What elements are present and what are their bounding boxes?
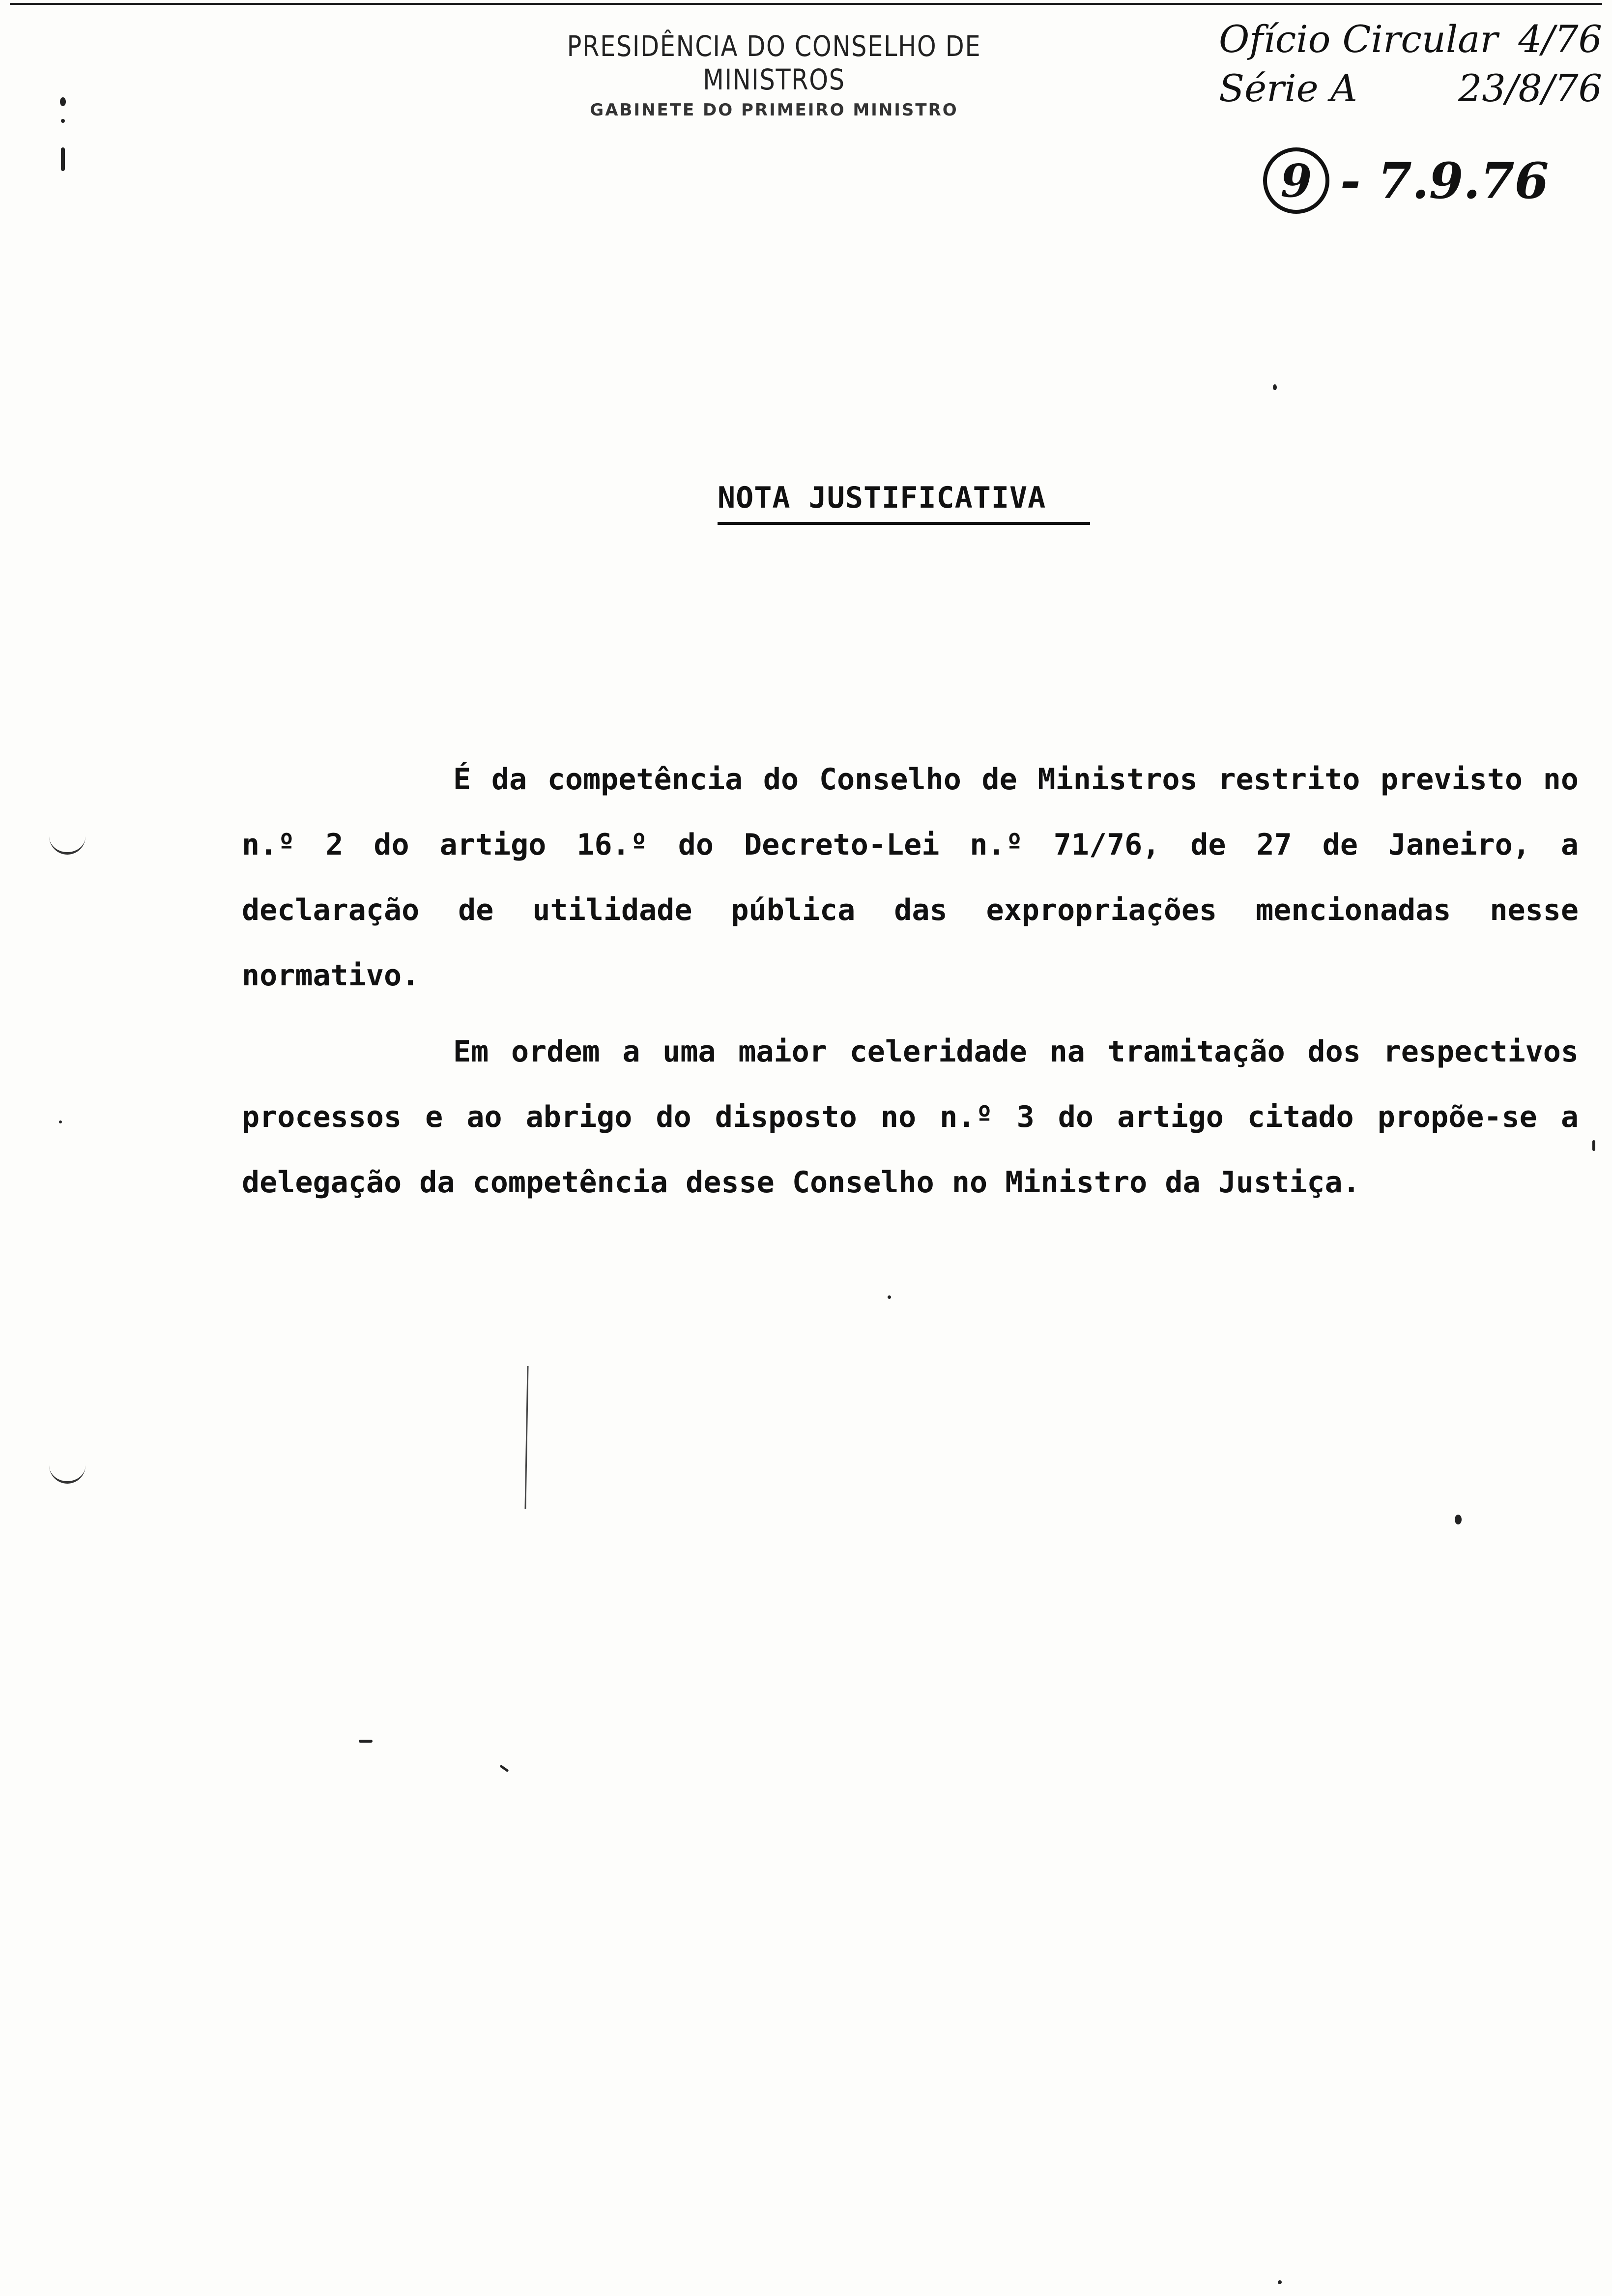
letterhead <box>442 29 1106 120</box>
scan-speck <box>59 1120 62 1123</box>
letterhead-office: GABINETE DO PRIMEIRO MINISTRO <box>590 100 958 120</box>
document-title: NOTA JUSTIFICATIVA <box>718 481 1046 515</box>
handwritten-annotation <box>1219 15 1602 113</box>
top-border-line <box>10 3 1602 5</box>
handwritten-line-1 <box>1219 15 1602 64</box>
title-underline <box>718 522 1090 525</box>
scan-speck <box>1592 1140 1595 1151</box>
paragraph-1: É da competência do Conselho de Ministros restrito previsto no n.º 2 do artigo 16.º do Decreto-Lei n.º 71/76, de 27 de Janeiro, a declaração de utilidade pública das expropriações mencionadas nesse normativo. <box>242 762 1579 993</box>
binder-hole-mark <box>49 1464 86 1484</box>
handwritten-series-label: Série A <box>1219 66 1357 110</box>
scan-speck <box>1278 2280 1282 2284</box>
scan-speck <box>61 119 65 123</box>
scan-speck <box>499 1765 509 1773</box>
handwritten-date: 23/8/76 <box>1458 66 1602 110</box>
paragraph-2: Em ordem a uma maior celeridade na tramitação dos respectivos processos e ao abrigo do disposto no n.º 3 do artigo citado propõe-se a delegação da competência desse Conselho no Ministro da Justiça. <box>242 1034 1579 1200</box>
scan-line <box>524 1366 528 1509</box>
scan-speck <box>1273 384 1277 390</box>
handwritten-reference <box>1263 147 1549 214</box>
document-body <box>242 747 1579 1215</box>
reference-date: - 7.9.76 <box>1340 151 1549 210</box>
scan-speck <box>359 1740 373 1743</box>
scan-speck <box>60 97 66 106</box>
scan-speck <box>1455 1515 1462 1524</box>
circled-number: 9 <box>1263 147 1329 214</box>
scan-speck <box>888 1295 891 1299</box>
scan-speck <box>61 147 65 171</box>
handwritten-line-2 <box>1219 64 1602 113</box>
letterhead-organization: PRESIDÊNCIA DO CONSELHO DE MINISTROS <box>567 29 981 96</box>
binder-hole-mark <box>49 835 86 855</box>
handwritten-circular-number: 4/76 <box>1518 17 1602 61</box>
handwritten-circular-label: Ofício Circular <box>1219 17 1498 61</box>
